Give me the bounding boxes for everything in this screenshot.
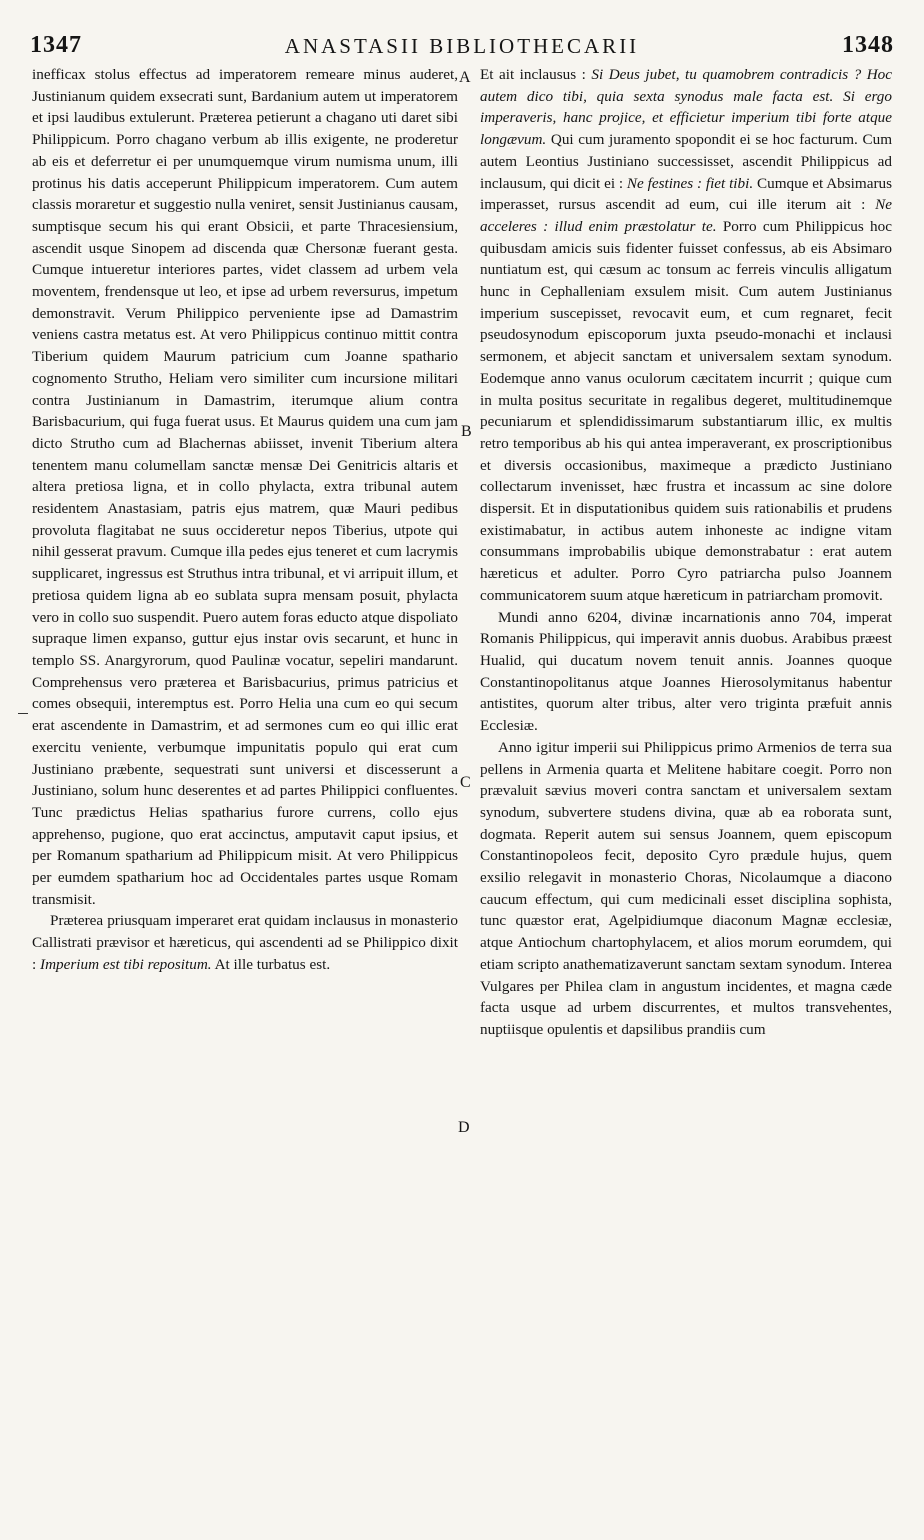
page-number-right: 1348: [842, 32, 894, 58]
margin-marker-b: B: [461, 423, 472, 440]
page-number-left: 1347: [30, 32, 82, 58]
right-paragraph-1: [480, 64, 892, 607]
margin-tick: [18, 713, 28, 714]
rp1-quote-2: Ne festines : fiet tibi.: [626, 174, 754, 192]
left-column: [32, 64, 458, 976]
page-header: [30, 32, 894, 66]
rp1-quote-3: Ne acceleres : illud enim præstolatur te.: [480, 196, 893, 235]
rp1-quote-1: Si Deus jubet, tu quamobrem contradicis ? Hoc autem dico tibi, quia sexta synodus male facta est. Si ergo imperaveris, hanc projice, et efficietur imperium tibi forte atque longævum.: [480, 66, 893, 149]
left-paragraph-2-tail: At ille turbatus est.: [214, 955, 331, 973]
left-paragraph-2-quote: Imperium est tibi repositum.: [40, 955, 212, 973]
right-paragraph-2: Mundi anno 6204, divinæ incarnationis anno 704, imperat Romanis Philippicus, qui imperavit annis duobus. Arabibus præest Hualid, qui ducatum novem tenuit annis. Joannes quoque Constantinopolitanus atque Joannes Hierosolymitanus habentur antistites, quorum alter tribus, alter vero triginta præfuit annis Ecclesiæ.: [480, 608, 892, 735]
rp1-start: Et ait inclausus :: [480, 66, 586, 83]
rp1-end: Porro cum Philippicus hoc quibusdam amicis suis fidenter fuisset confessus, ab eis Absimaro nuntiatum est, qui cæsum ac tonsum ac ferreis vinculis alligatum hunc in Cephalleniam exsulem misit. Cum autem Justinianus imperium suscepisset, revocavit eum, et cum regnaret, fecit pseudosynodum episcoporum juxta pseudo-monachi et inclausi sermonem, et abjecit sanctam et universalem sextam synodum. Eodemque anno vanus oculorum cæcitatem incurrit ; quique cum in multa positus securitate in regalibus degeret, multitudinemque pecuniarum et splendidissimarum substantiarum illic, ex multis retro temporibus ab his qui antea imperaverant, ex proscriptionibus et diversis occasionibus, maximeque a prædicto Justiniano collectarum invenisset, hæc frustra et incassum ac sine dolore dispersit. Et in disputationibus quidem suis rationabilis et prudens existimabatur, in actibus autem inhoneste ac indigne vitam consummans improbabilis ubique demonstrabatur : erat autem hæreticus et adulter. Porro Cyro patriarcha pulso Joannem communicatorem suum atque hæreticum in patriarcham promovit.: [480, 217, 892, 604]
left-paragraph-2: [32, 910, 458, 975]
running-title: ANASTASII BIBLIOTHECARII: [284, 34, 640, 58]
left-paragraph-2-text: Præterea priusquam imperaret erat quidam inclausus in monasterio Callistrati prævisor et hæreticus, qui ascendenti ad se Philippico dixit :: [32, 912, 458, 973]
rp1-mid-1: Qui cum juramento spopondit ei se hoc facturum. Cum autem Leontius Justiniano successisset, ascendit Philippicus ad inclausum, qui dicit ei :: [480, 131, 893, 192]
margin-marker-a: A: [459, 69, 471, 86]
left-paragraph-1: inefficax stolus effectus ad imperatorem remeare minus auderet, Justinianum quidem exsecrati sunt, Bardanium autem ut imperatorem et ipsi laudibus extulerunt. Præterea petierunt a chagano uti daret sibi Philippicum. Porro chagano verbum ab illis exigente, ne proderetur ab eis et deferretur ei per unumquemque virum numisma unum, illi protinus his datis acceperunt Philippicum imperatorem. Cum autem classis moraretur et suggestio nulla veniret, sensit Justinianus causam, sumptisque secum his qui erant Obsicii, et parte Thracesiensium, ascendit usque Sinopem ad discenda quæ Chersonæ fuerant gesta. Cumque intueretur interiores partes, videt classem ad urbem vela moventem, frendensque ut leo, et ipse ad urbem reversurus, impetum demonstravit. Verum Philippico perveniente ipse ad Damastrim veniens castra metatus est. At vero Philippicus continuo mittit contra Tiberium quidem Maurum patricium cum Joanne spathario cognomento Strutho, Heliam vero similiter cum incursione militari contra Justinianum in Damastrim, iterumque alium contra Barisbacurium, qui fuga fuerat usus. Et Maurus quidem una cum jam dicto Strutho cum ad Blachernas abiisset, invenit Tiberium altera tenentem manu columellam sanctæ mensæ Dei Genitricis altaris et altera pretiosa ligna, et in collo phylacta, extra tribunal autem residentem Anastasiam, patris ejus matrem, quæ Mauri pedibus provoluta flagitabat ne suus occideretur nepos Tiberius, utpote qui nihil gesserat pravum. Cumque illa pedes ejus teneret et cum lacrymis supplicaret, ingressus est Struthus intra tribunal, et vi arripuit illum, et pretiosa quidem ligna ab eo sublata supra mensam posuit, phylacta vero in collo suo suspendit. Puero autem foras educto atque dispoliato supraque limen expanso, guttur ejus instar ovis secarunt, et hunc in templo SS. Anargyrorum, quod Paulinæ vocatur, sepeliri mandarunt. Comprehensus vero præterea et Barisbacurius, primus patricius et comes obsequii, interemptus est. Porro Helia una cum eo qui secum erat ascendente in Damastrim, et ad sermones cum eo qui illic erat exercitu veniente, verbumque impunitatis populo qui erat cum Justiniano præbente, sequestrati sunt universi et discesserunt a Justiniano, solum hunc deserentes et ad partes Philippici confluentes. Tunc prædictus Helias spatharius furore currens, collo ejus apprehenso, pugione, quo erat accinctus, amputavit caput ipsius, et per Romanum spatharium ad Philippicum misit. At vero Philippicus per eumdem spatharium hoc ad Occidentales partes usque Romam transmisit.: [32, 66, 459, 908]
margin-marker-c: C: [460, 774, 471, 791]
right-paragraph-3: Anno igitur imperii sui Philippicus primo Armenios de terra sua pellens in Armenia quarta et Melitene habitare coegit. Porro non prævaluit sævius moveri contra sanctam et universalem sextam synodum, subvertere studens divina, quæ ab ea roborata sunt, dogmata. Reperit autem sui sensus Joannem, quem episcopum Constantinopoleos fecit, deposito Cyro prædule hujus, quem exsilio relegavit in monasterio Choras, Nicolaumque a diacono caucum effectum, qui cum medicinali esset disciplina sophista, tunc quæstor erat, Agelpidiumque diaconum Magnæ ecclesiæ, atque Antiochum chartophylacem, et alios morum eorumdem, qui etiam scripto anathematizaverunt sanctam sextam synodum. Interea Vulgares per Philea clam in angustum incidentes, et magna cæde facta usque ad urbem discurrentes, et multos transvehentes, nuptiisque opulentis et dapsilibus prandiis cum: [480, 738, 892, 1038]
margin-marker-d: D: [458, 1119, 470, 1136]
right-column: [480, 64, 892, 1041]
rp1-mid-2: Cumque et Absimarus imperasset, rursus ascendit ad eum, cui ille iterum ait :: [480, 174, 893, 214]
